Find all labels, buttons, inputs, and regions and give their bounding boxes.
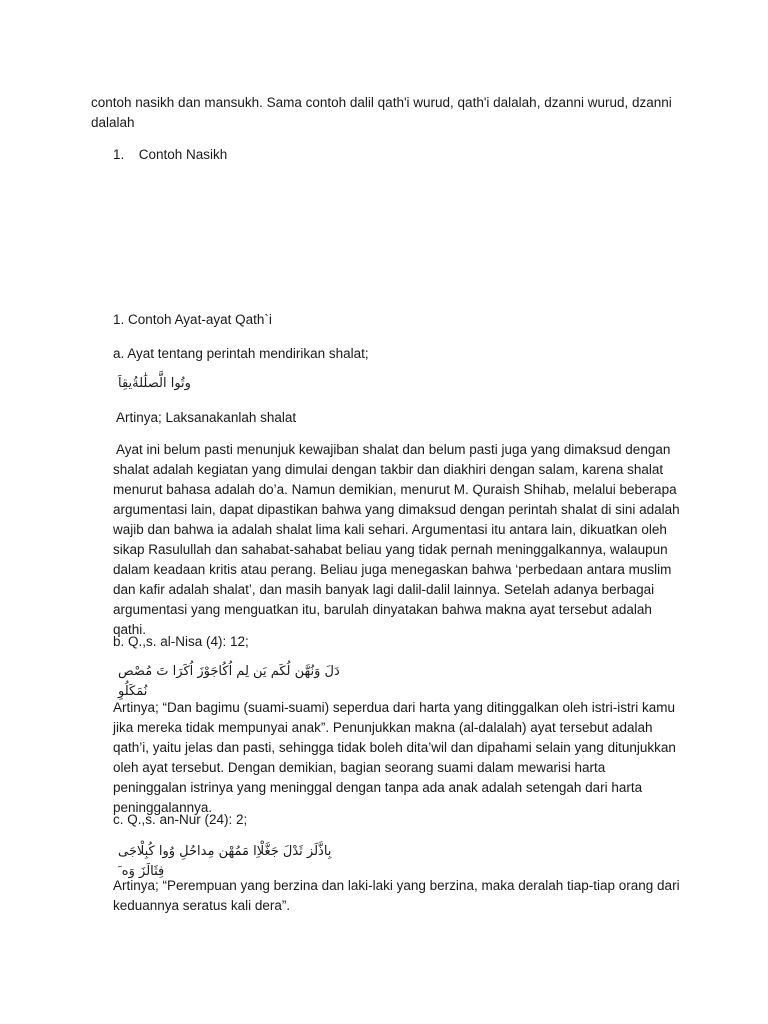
arabic-text: بِاذَّلَز ثَدْلَ جَغَّلْاِا مَمُهْن مِداحُلِ وُوا كُبِلْاجَى فِثَالَزَ وَه َ <box>118 844 332 879</box>
item-a-explanation: Ayat ini belum pasti menunjuk kewajiban shalat dan belum pasti juga yang dimaksud dengan shalat adalah kegiatan yang dimulai dengan takbir dan diakhiri dengan salam, karena shalat menurut bahasa adalah do’a. Namun demikian, menurut M. Quraish Shihab, melalui beberapa argumentasi lain, dapat dipastikan bahwa yang dimaksud dengan perintah shalat di sini adalah wajib dan bahwa ia adalah shalat lima kali sehari. Argumentasi itu antara lain, dikuatkan oleh sikap Rasulullah dan sahabat-sahabat beliau yang tidak pernah meninggalkannya, walaupun dalam keadaan kritis atau perang. Beliau juga menegaskan bahwa ‘perbedaan antara muslim dan kafir adalah shalat’, dan masih banyak lagi dalil-dalil lainnya. Setelah adanya berbagai argumentasi yang menguatkan itu, barulah dinyatakan bahwa makna ayat tersebut adalah qathi. <box>113 442 680 637</box>
heading-qathi: 1. Contoh Ayat-ayat Qath`i <box>113 312 272 327</box>
item-a-translation: Artinya; Laksanakanlah shalat <box>116 410 297 425</box>
item-c-text: Artinya; “Perempuan yang berzina dan laki-laki yang berzina, maka deralah tiap-tiap orang dari keduannya seratus kali dera”. <box>113 878 680 913</box>
list-label: Contoh Nasikh <box>138 147 228 162</box>
arabic-text: دَلَ وَنُهَّن لُكَم يَن لِم اُكُاجَوْزَ اُكَرَا تَ مُصْص نُمَكَلُوِ <box>118 664 340 699</box>
list-number: 1. <box>113 147 125 162</box>
item-b-arabic <box>118 662 348 702</box>
list-item-nasikh <box>113 145 703 165</box>
item-c-title: c. Q.,s. an-Nur (24): 2; <box>113 812 248 827</box>
intro-paragraph: contoh nasikh dan mansukh. Sama contoh dalil qath'i wurud, qath'i dalalah, dzanni wurud, dzanni dalalah <box>91 95 672 130</box>
item-b-title: b. Q.,s. al-Nisa (4): 12; <box>113 634 249 649</box>
item-a-arabic <box>118 374 198 394</box>
arabic-text: وتُوا الَّصلَٰلةُيقِاَ <box>118 376 191 391</box>
item-a-title: a. Ayat tentang perintah mendirikan shalat; <box>113 346 369 361</box>
item-b-text: Artinya; “Dan bagimu (suami-suami) seperdua dari harta yang ditinggalkan oleh istri-istri kamu jika mereka tidak mempunyai anak”. Penunjukkan makna (al-dalalah) ayat tersebut adalah qath’i, yaitu jelas dan pasti, sehingga tidak boleh dita’wil dan dipahami selain yang ditunjukkan oleh ayat tersebut. Dengan demikian, bagian seorang suami dalam mewarisi harta peninggalan istrinya yang meninggal dengan tanpa ada anak adalah setengah dari harta peninggalannya. <box>113 700 676 815</box>
